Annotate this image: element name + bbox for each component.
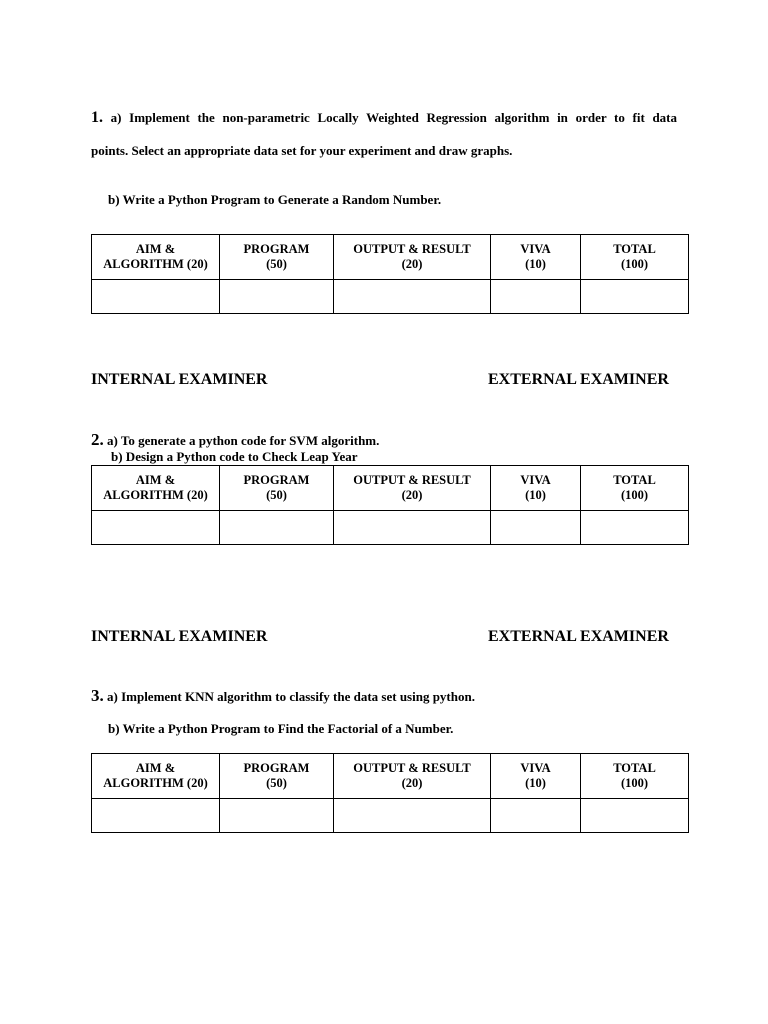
header-total: TOTAL (100) [581, 754, 689, 799]
question-3-part-b: b) Write a Python Program to Find the Factorial of a Number. [108, 721, 454, 736]
marks-cell [334, 799, 491, 833]
question-2-number: 2. [91, 430, 104, 449]
question-3-part-a: 3. a) Implement KNN algorithm to classify the data set using python. [91, 686, 475, 705]
header-total: TOTAL (100) [581, 235, 689, 280]
header-aim-algorithm: AIM & ALGORITHM (20) [92, 754, 220, 799]
marks-cell [92, 280, 220, 314]
header-viva: VIVA (10) [491, 466, 581, 511]
header-aim-algorithm: AIM & ALGORITHM (20) [92, 235, 220, 280]
header-total: TOTAL (100) [581, 466, 689, 511]
header-output-result: OUTPUT & RESULT (20) [334, 754, 491, 799]
marks-cell [92, 511, 220, 545]
question-1-part-a: 1. a) Implement the non-parametric Locally Weighted Regression algorithm in order to fit data [91, 109, 678, 126]
internal-examiner-label: INTERNAL EXAMINER [91, 628, 268, 645]
question-1-part-a-continued: points. Select an appropriate data set for your experiment and draw graphs. [91, 143, 513, 158]
question-2-part-a: 2. a) To generate a python code for SVM algorithm. [91, 430, 380, 449]
header-program: PROGRAM (50) [220, 466, 334, 511]
header-program: PROGRAM (50) [220, 235, 334, 280]
marks-cell [581, 511, 689, 545]
marks-cell [581, 280, 689, 314]
marks-table-2 [91, 465, 689, 545]
question-3-number: 3. [91, 686, 104, 705]
question-1-part-b: b) Write a Python Program to Generate a Random Number. [108, 192, 442, 207]
marks-cell [220, 799, 334, 833]
question-2-part-b: b) Design a Python code to Check Leap Year [111, 449, 358, 464]
marks-cell [491, 280, 581, 314]
marks-table-1 [91, 234, 689, 314]
internal-examiner-label: INTERNAL EXAMINER [91, 371, 268, 388]
header-output-result: OUTPUT & RESULT (20) [334, 466, 491, 511]
marks-cell [220, 511, 334, 545]
external-examiner-label: EXTERNAL EXAMINER [488, 371, 669, 388]
marks-cell [220, 280, 334, 314]
header-viva: VIVA (10) [491, 235, 581, 280]
marks-cell [334, 511, 491, 545]
marks-cell [491, 511, 581, 545]
question-1-number: 1. [91, 109, 103, 126]
external-examiner-label: EXTERNAL EXAMINER [488, 628, 669, 645]
marks-cell [581, 799, 689, 833]
header-program: PROGRAM (50) [220, 754, 334, 799]
marks-cell [334, 280, 491, 314]
header-aim-algorithm: AIM & ALGORITHM (20) [92, 466, 220, 511]
marks-table-3 [91, 753, 689, 833]
header-output-result: OUTPUT & RESULT (20) [334, 235, 491, 280]
marks-cell [491, 799, 581, 833]
marks-cell [92, 799, 220, 833]
header-viva: VIVA (10) [491, 754, 581, 799]
